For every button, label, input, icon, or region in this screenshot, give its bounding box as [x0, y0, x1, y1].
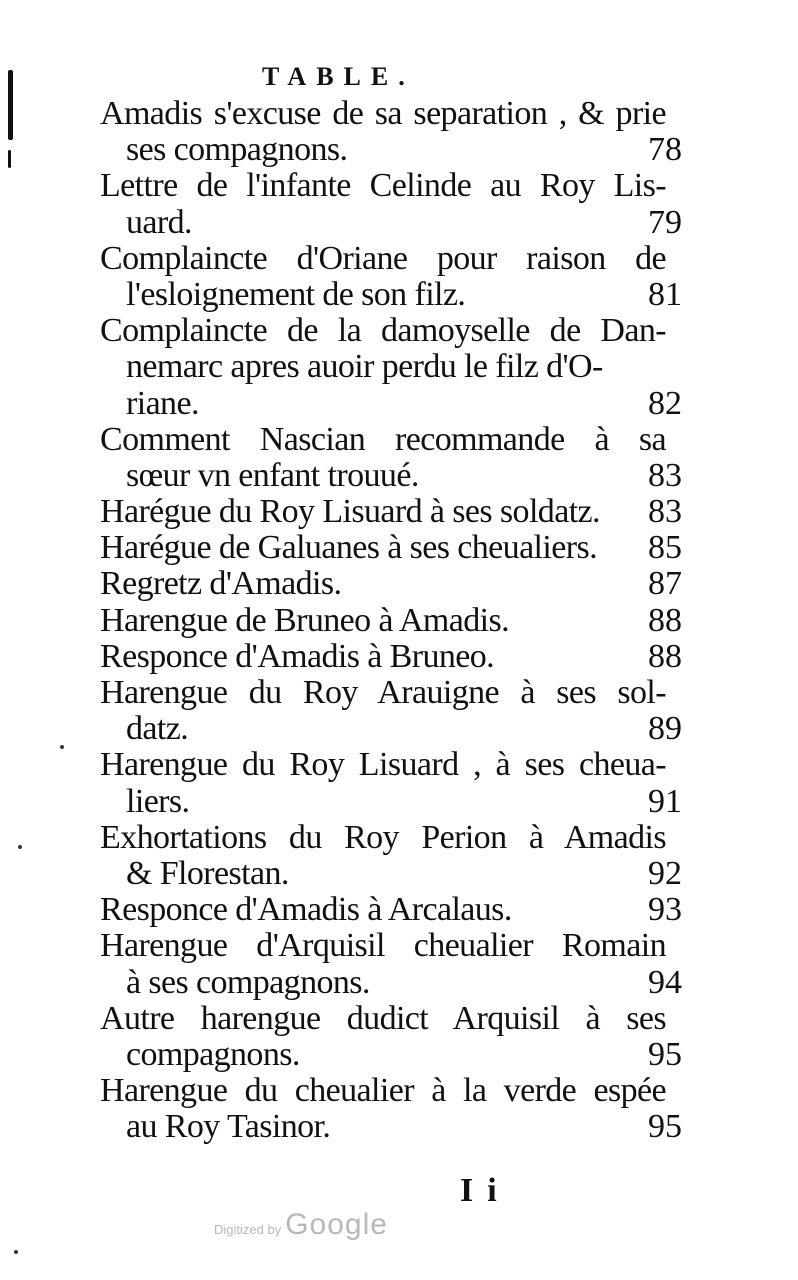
toc-entry [96, 928, 686, 1000]
page-number: 89 [648, 710, 682, 748]
toc-entry [96, 530, 686, 566]
entry-title: Complaincte de la damoyselle de Dan- [100, 312, 666, 350]
page-number: 83 [648, 493, 682, 531]
page-number: 95 [648, 1035, 682, 1073]
toc-entry [96, 96, 686, 168]
page-number: 81 [648, 275, 682, 313]
toc-entry [96, 494, 686, 530]
toc-entry [96, 1073, 686, 1145]
entry-title: Harégue de Galuanes à ses cheualiers. [100, 529, 597, 567]
page-edge-mark [8, 150, 11, 168]
entry-title: Harengue de Bruneo à Amadis. [100, 601, 510, 639]
page-number: 92 [648, 854, 682, 892]
entry-continuation: & Florestan. [126, 854, 289, 892]
ink-speck [60, 745, 64, 749]
entry-title: Regretz d'Amadis. [100, 565, 342, 603]
page-number: 93 [648, 891, 682, 929]
entry-continuation: uard. [126, 203, 192, 241]
page-number: 95 [648, 1108, 682, 1146]
entry-title: Harengue d'Arquisil cheualier Romain [100, 927, 666, 965]
entry-title: Amadis s'excuse de sa separation , & prie [100, 95, 666, 132]
entry-title: Harengue du cheualier à la verde espée [100, 1072, 666, 1110]
toc-entry [96, 241, 686, 313]
toc-entry [96, 1001, 686, 1073]
entry-title: Autre harengue dudict Arquisil à ses [100, 999, 666, 1037]
entry-continuation: compagnons. [126, 1035, 300, 1073]
entry-title: Harengue du Roy Lisuard , à ses cheua- [100, 746, 666, 784]
entry-continuation: l'esloignement de son filz. [126, 275, 466, 313]
digitized-watermark [214, 1208, 388, 1242]
ink-speck [14, 1250, 18, 1254]
toc-entry [96, 313, 686, 422]
entry-continuation: liers. [126, 782, 190, 820]
toc-entry [96, 422, 686, 494]
page-number: 85 [648, 529, 682, 567]
page-number: 82 [648, 384, 682, 422]
watermark-brand: Google [285, 1208, 388, 1241]
page-edge-mark [8, 70, 13, 140]
watermark-prefix: Digitized by [214, 1222, 282, 1237]
toc-entry [96, 747, 686, 819]
page-number: 88 [648, 601, 682, 639]
entry-title: Harégue du Roy Lisuard à ses soldatz. [100, 493, 600, 531]
entry-continuation: sœur vn enfant trouué. [126, 456, 419, 494]
toc-entry [96, 675, 686, 747]
toc-entry [96, 168, 686, 240]
entry-continuation: datz. [126, 710, 189, 748]
running-head: TABLE. [262, 62, 415, 91]
entry-title: Lettre de l'infante Celinde au Roy Lis- [100, 167, 666, 205]
entry-title: Complaincte d'Oriane pour raison de [100, 239, 666, 277]
entry-title: Responce d'Amadis à Arcalaus. [100, 891, 512, 929]
entry-title: Harengue du Roy Arauigne à ses sol- [100, 674, 666, 711]
entry-title: Exhortations du Roy Perion à Amadis [100, 818, 666, 856]
page-number: 83 [648, 456, 682, 494]
entry-continuation: au Roy Tasinor. [126, 1108, 331, 1146]
ink-speck [18, 845, 22, 849]
entry-continuation: nemarc apres auoir perdu le filz d'O- [126, 348, 603, 386]
entry-continuation: à ses compagnons. [126, 963, 370, 1001]
page-number: 79 [648, 203, 682, 241]
page-number: 78 [648, 131, 682, 169]
page-number: 94 [648, 963, 682, 1001]
page-number: 88 [648, 637, 682, 675]
toc-entry [96, 892, 686, 928]
page-number: 91 [648, 782, 682, 820]
toc-entry [96, 566, 686, 602]
table-of-contents [96, 96, 686, 1145]
toc-entry [96, 603, 686, 639]
toc-entry [96, 820, 686, 892]
signature-mark: Ii [460, 1172, 511, 1209]
entry-title: Comment Nascian recommande à sa [100, 420, 666, 458]
toc-entry [96, 639, 686, 675]
page-number: 87 [648, 565, 682, 603]
entry-continuation: ses compagnons. [126, 131, 348, 169]
entry-continuation: riane. [126, 384, 199, 422]
entry-title: Responce d'Amadis à Bruneo. [100, 637, 495, 675]
